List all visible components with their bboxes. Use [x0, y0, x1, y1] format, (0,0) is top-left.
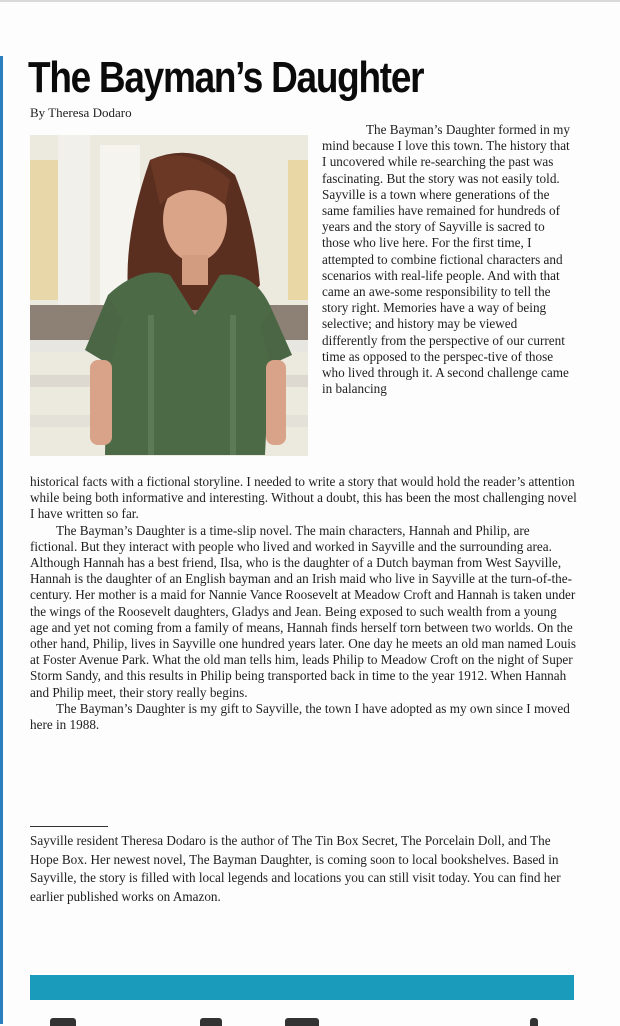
top-border: [0, 0, 620, 2]
paragraph-1-column: The Bayman’s Daughter formed in my mind because I love this town. The history that I uncovered while re-searching the past was fascinating. But the story was not easily told. Sayville is a town where generations of the same families have remained for hundreds of years and the story of Sayville is sacred to those who live here. For the first time, I attempted to combine fictional characters and scenarios with real-life people. And with that came an awe-some responsibility to tell the story right. Memories have a way of being selective; and history may be viewed differently from the perspective of our current time as opposed to the perspec-tive of those who lived through it. A second challenge came in balancing: [322, 122, 570, 397]
article-column: [322, 122, 572, 397]
cutoff-text-fragment: [530, 1018, 538, 1026]
left-page-border: [0, 56, 3, 1024]
author-bio: Sayville resident Theresa Dodaro is the author of The Tin Box Secret, The Porcelain Doll, and The Hope Box. Her newest novel, The Bayman Daughter, is coming soon to local bookshelves. Based in Sayville, the story is filled with local legends and locations you can still visit today. You can find her earlier published works on Amazon.: [30, 833, 561, 904]
author-photo: [30, 135, 308, 456]
byline: By Theresa Dodaro: [30, 105, 132, 120]
article-body: [30, 474, 578, 733]
paragraph-3: The Bayman’s Daughter is my gift to Sayville, the town I have adopted as my own since I moved here in 1988.: [30, 700, 570, 733]
cutoff-text-fragment: [200, 1018, 222, 1026]
article-title: The Bayman’s Daughter: [28, 53, 424, 102]
paragraph-1-continued: historical facts with a fictional storyline. I needed to write a story that would hold the reader’s attention while being both informative and interesting. Without a doubt, this has been the most challenging novel I have written so far.: [30, 474, 577, 522]
accent-band: [30, 975, 574, 1000]
cutoff-text-fragment: [50, 1018, 76, 1026]
paragraph-2: The Bayman’s Daughter is a time-slip novel. The main characters, Hannah and Philip, are fictional. But they interact with people who lived and worked in Sayville and the surrounding area. Although Hannah has a best friend, Ilsa, who is the daughter of a Dutch bayman from West Sayville, Hannah is the daughter of an English bayman and an Irish maid who live in Sayville at the turn-of-the-century. Her mother is a maid for Nannie Vance Roosevelt at Meadow Croft and Hannah is taken under the wings of the Roosevelt daughters, Gladys and Jean. Being exposed to such wealth from a young age and yet not coming from a family of means, Hannah finds herself torn between two worlds. On the other hand, Philip, lives in Sayville one hundred years later. One day he meets an old man named Louis at Foster Avenue Park. What the old man tells him, leads Philip to Meadow Croft on the night of Super Storm Sandy, and this results in Philip being transported back in time to the year 1912. When Hannah and Philip meet, their story really begins.: [30, 522, 577, 700]
cutoff-text-fragment: [285, 1018, 319, 1026]
bio-divider: [30, 826, 108, 827]
